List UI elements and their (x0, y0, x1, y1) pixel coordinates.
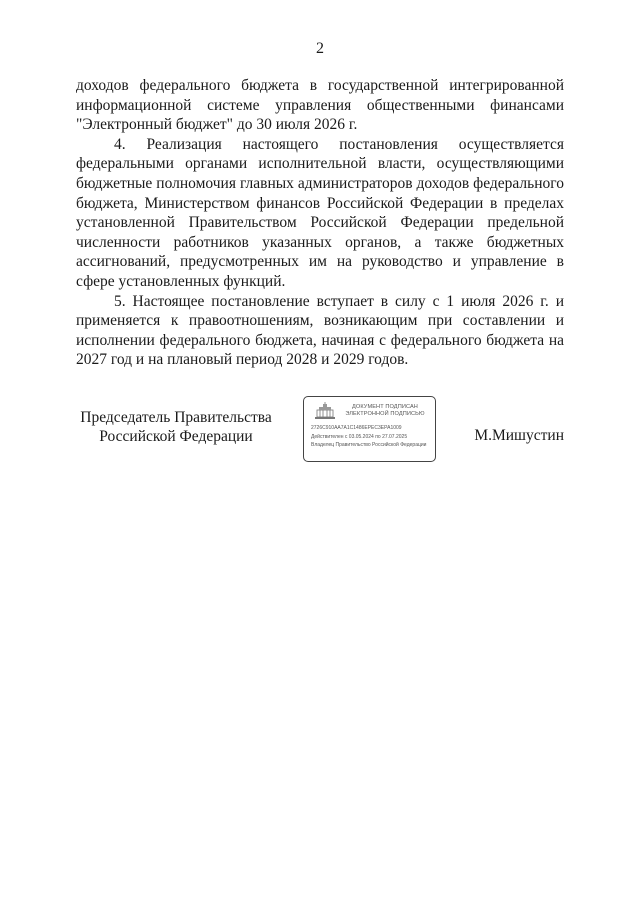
stamp-details (311, 424, 435, 450)
electronic-signature-stamp (303, 396, 436, 462)
signer-title-line2: Российской Федерации (99, 428, 253, 445)
stamp-owner: Владелец Правительство Российской Федерации (311, 442, 427, 448)
signer-name: М.Мишустин (474, 427, 564, 444)
stamp-certificate: 2726С910АА7А1С1486ЕРЕС3ЕРА1009 (311, 425, 402, 431)
paragraph-item-4: 4. Реализация настоящего постановления осуществляется федеральными органами исполнительной власти, осуществляющими бюджетные полномочия главных администраторов доходов федерального бюджета, Министерством финансов Российской Федерации в пределах установленной Правительством Российской Федерации предельной численности работников указанных органов, а также бюджетных ассигнований, предусмотренных им на руководство и управление в сфере установленных функций. (76, 135, 564, 290)
paragraph-item-5: 5. Настоящее постановление вступает в силу с 1 июля 2026 г. и применяется к правоотношениям, возникающим при составлении и исполнении федерального бюджета, начиная с федерального бюджета на 2027 год и на плановый период 2028 и 2029 годов. (76, 292, 564, 369)
document-body (76, 76, 564, 370)
stamp-heading: ДОКУМЕНТ ПОДПИСАН ЭЛЕКТРОННОЙ ПОДПИСЬЮ (345, 404, 425, 417)
signer-title (76, 408, 276, 446)
page-number: 2 (316, 40, 324, 57)
paragraph-continuation: доходов федерального бюджета в государственной интегрированной информационной системе управления общественными финансами "Электронный бюджет" до 30 июля 2026 г. (76, 77, 564, 134)
government-building-icon (314, 402, 336, 420)
stamp-validity: Действителен с 03.05.2024 по 27.07.2025 (311, 433, 408, 440)
signer-title-line1: Председатель Правительства (80, 409, 272, 426)
signature-block (76, 396, 564, 466)
